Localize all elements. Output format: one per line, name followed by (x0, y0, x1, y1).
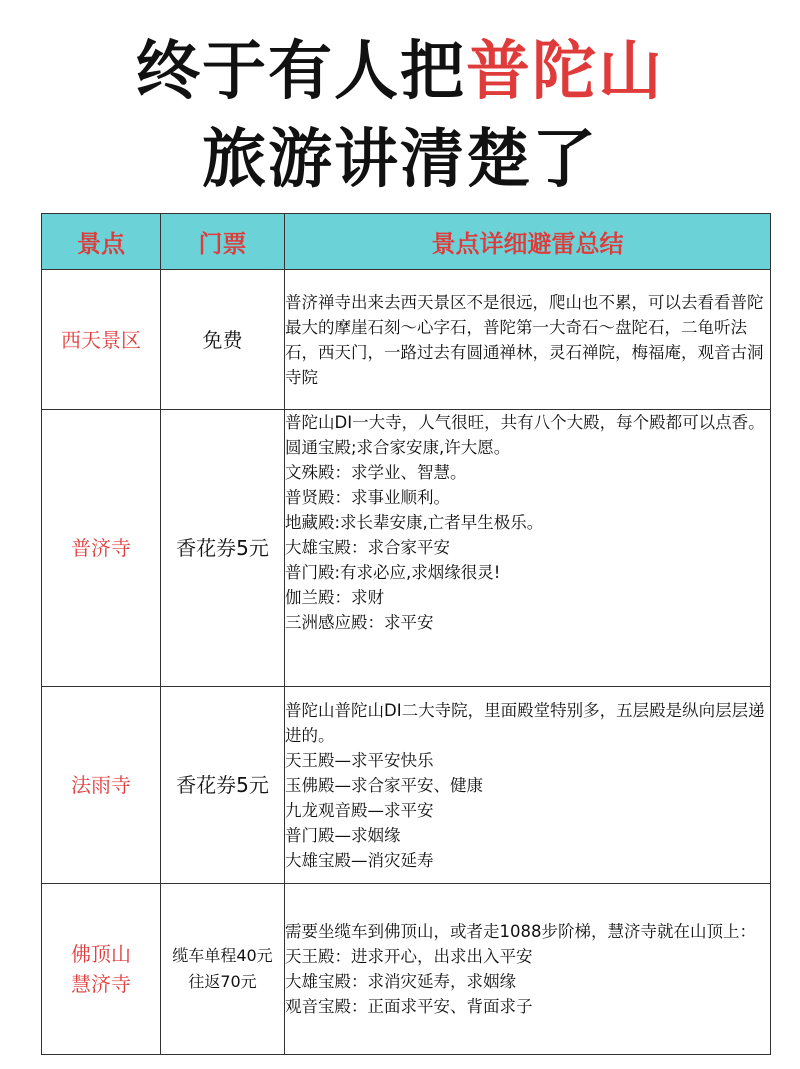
detail-line: 普门殿:有求必应,求烟缘很灵! (285, 563, 501, 582)
detail-line: 大雄宝殿：求合家平安 (285, 538, 450, 557)
table-header-row (42, 214, 771, 270)
ticket-line: 往返70元 (188, 972, 257, 991)
spot-name-line: 慧济寺 (71, 972, 131, 996)
detail-line: 普陀山普陀山DI二大寺院，里面殿堂特别多，五层殿是纵向层层递进的。 (285, 700, 765, 745)
spot-name: 法雨寺 (42, 687, 161, 884)
detail-line: 大雄宝殿—消灾延寿 (285, 850, 434, 870)
table-row (42, 410, 771, 687)
spot-details (285, 270, 771, 410)
header-spot: 景点 (42, 214, 161, 270)
spot-details (285, 884, 771, 1055)
detail-line: 大雄宝殿：求消灾延寿，求姻缘 (285, 972, 516, 991)
ticket-line: 缆车单程40元 (172, 946, 273, 965)
spot-details (285, 410, 771, 687)
title-prefix: 终于有人把 (136, 35, 466, 109)
detail-line: 普济禅寺出来去西天景区不是很远，爬山也不累，可以去看看普陀最大的摩崖石刻～心字石，普陀第一大奇石～盘陀石，二龟听法石，西天门，一路过去有圆通禅林，灵石禅院，梅福庵，观音古洞寺院 (285, 292, 764, 387)
ticket-price: 香花券5元 (161, 687, 285, 884)
detail-line: 三洲感应殿：求平安 (285, 613, 434, 632)
title-highlight: 普陀山 (466, 35, 664, 109)
detail-line: 伽兰殿：求财 (285, 588, 384, 607)
table-row (42, 270, 771, 410)
detail-line: 普门殿—求姻缘 (285, 825, 401, 845)
table-row (42, 687, 771, 884)
detail-line: 需要坐缆车到佛顶山，或者走1088步阶梯，慧济寺就在山顶上： (285, 922, 756, 941)
spot-name: 普济寺 (42, 410, 161, 687)
detail-line: 观音宝殿：正面求平安、背面求子 (285, 997, 533, 1016)
detail-line: 普贤殿：求事业顺利。 (285, 488, 450, 507)
detail-line: 文殊殿：求学业、智慧。 (285, 463, 467, 482)
detail-line: 普陀山DI一大寺，人气很旺，共有八个大殿，每个殿都可以点香。 (285, 413, 765, 432)
ticket-price: 香花券5元 (161, 410, 285, 687)
spot-details (285, 687, 771, 884)
spot-name: 西天景区 (42, 270, 161, 410)
attractions-table (41, 213, 771, 1055)
table-row (42, 884, 771, 1055)
detail-line: 地藏殿:求长辈安康,亡者早生极乐。 (285, 513, 544, 532)
ticket-price (161, 884, 285, 1055)
spot-name (42, 884, 161, 1055)
detail-line: 圆通宝殿;求合家安康,许大愿。 (285, 438, 511, 457)
ticket-price: 免费 (161, 270, 285, 410)
spot-name-line: 佛顶山 (71, 942, 131, 966)
header-details: 景点详细避雷总结 (285, 214, 771, 270)
detail-line: 天王殿：进求开心，出求出入平安 (285, 947, 533, 966)
detail-line: 天王殿—求平安快乐 (285, 750, 434, 770)
detail-line: 九龙观音殿—求平安 (285, 800, 434, 820)
detail-line: 玉佛殿—求合家平安、健康 (285, 775, 483, 795)
page-title-line2: 旅游讲清楚了 (202, 123, 598, 197)
header-ticket: 门票 (161, 214, 285, 270)
page-title-line1 (0, 35, 800, 109)
